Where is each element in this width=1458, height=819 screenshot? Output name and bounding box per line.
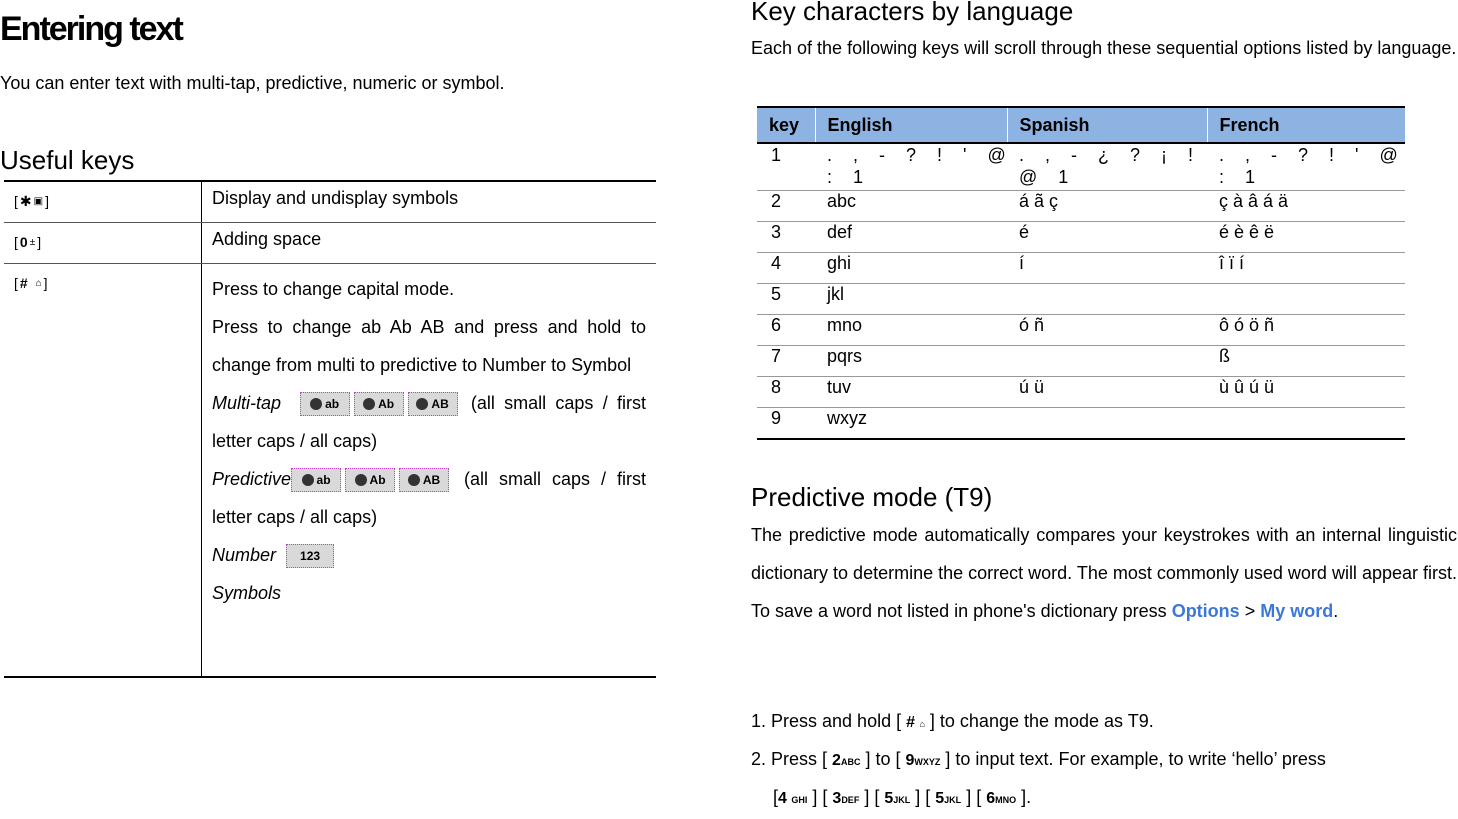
character-cell: . , - ¿ ? ¡ ! @ 1 <box>1007 143 1207 191</box>
character-cell: tuv <box>815 377 1007 408</box>
table-row <box>757 284 1405 315</box>
table-row <box>4 264 656 678</box>
table-header-row <box>757 107 1405 143</box>
multitap-upper-icon: AB <box>408 392 458 416</box>
language-table <box>757 106 1405 440</box>
key-cell <box>4 181 202 223</box>
predictive-upper-icon: AB <box>399 468 449 492</box>
key-cell: 3 <box>757 222 815 253</box>
character-cell: jkl <box>815 284 1007 315</box>
description-cell <box>202 264 657 678</box>
hash-key-icon: [ # ⌂ ] <box>14 275 48 291</box>
table-row <box>757 377 1405 408</box>
table-row <box>757 143 1405 191</box>
predictive-lower-icon: ab <box>291 468 341 492</box>
step-2: 2. Press [ 2ABC ] to [ 9WXYZ ] to input text. For example, to write ‘hello’ press <box>751 740 1457 781</box>
useful-keys-table <box>4 180 656 678</box>
predictive-title-icon: Ab <box>345 468 395 492</box>
key-5-icon: 5JKL <box>884 790 911 807</box>
predictive-line <box>212 460 646 536</box>
character-cell: ù û ú ü <box>1207 377 1405 408</box>
character-cell: ghi <box>815 253 1007 284</box>
column-header: English <box>815 107 1007 143</box>
description-cell: Adding space <box>202 223 657 264</box>
character-cell: ó ñ <box>1007 315 1207 346</box>
number-label: Number <box>212 545 277 565</box>
character-cell: def <box>815 222 1007 253</box>
key-cell <box>4 223 202 264</box>
predictive-label: Predictive <box>212 469 292 489</box>
table-row <box>757 191 1405 222</box>
table-row <box>4 223 656 264</box>
character-cell: abc <box>815 191 1007 222</box>
character-cell: . , - ? ! ' @ : 1 <box>815 143 1007 191</box>
key-cell: 9 <box>757 408 815 440</box>
character-cell: ô ó ö ñ <box>1207 315 1405 346</box>
table-row <box>4 181 656 223</box>
my-word-label: My word <box>1260 601 1334 621</box>
character-cell: î ï í <box>1207 253 1405 284</box>
character-cell: é è ê ë <box>1207 222 1405 253</box>
key-cell: 8 <box>757 377 815 408</box>
step-1: 1. Press and hold [ # ⌂ ] to change the mode as T9. <box>751 702 1457 743</box>
key-3-icon: 3DEF <box>832 790 860 807</box>
page-title: Entering text <box>0 10 182 48</box>
multitap-lower-icon: ab <box>300 392 350 416</box>
symbols-line <box>212 574 646 612</box>
table-row <box>757 408 1405 440</box>
character-cell: á ã ç <box>1007 191 1207 222</box>
table-row <box>757 315 1405 346</box>
capital-mode-text: Press to change capital mode. <box>212 279 455 299</box>
character-cell: é <box>1007 222 1207 253</box>
column-header: Spanish <box>1007 107 1207 143</box>
character-cell: ç à â á ä <box>1207 191 1405 222</box>
number-mode-icon: 123 <box>286 544 334 568</box>
character-cell: pqrs <box>815 346 1007 377</box>
character-cell: . , - ? ! ' @ : 1 <box>1207 143 1405 191</box>
zero-key-icon: [ 0 ± ] <box>14 234 42 250</box>
key-characters-title: Key characters by language <box>751 0 1074 26</box>
table-row <box>757 222 1405 253</box>
intro-text: You can enter text with multi-tap, predictive, numeric or symbol. <box>0 73 505 93</box>
character-cell <box>1207 284 1405 315</box>
description-cell: Display and undisplay symbols <box>202 181 657 223</box>
key-2-icon: 2ABC <box>832 752 861 769</box>
star-key-icon: [ ✱ ▣ ] <box>14 192 49 209</box>
key-6-icon: 6MNO <box>986 790 1017 807</box>
key-cell: 1 <box>757 143 815 191</box>
table-row <box>757 253 1405 284</box>
multitap-line <box>212 384 646 460</box>
key-cell: 5 <box>757 284 815 315</box>
character-cell <box>1007 284 1207 315</box>
language-table-body <box>757 143 1405 439</box>
number-line <box>212 536 646 574</box>
useful-keys-title: Useful keys <box>0 145 135 175</box>
key-cell: 2 <box>757 191 815 222</box>
column-header: French <box>1207 107 1405 143</box>
key-characters-intro: Each of the following keys will scroll through these sequential options listed by language. <box>751 38 1457 58</box>
key-cell: 4 <box>757 253 815 284</box>
character-cell: ú ü <box>1007 377 1207 408</box>
character-cell: wxyz <box>815 408 1007 440</box>
multitap-note: (all small caps / first letter caps / all caps) <box>212 393 646 451</box>
key-4-icon: 4 GHI <box>778 790 808 807</box>
hello-key-sequence: [4 GHI ] [ 3DEF ] [ 5JKL ] [ 5JKL ] [ 6MNO ]. <box>773 778 1458 819</box>
key-5-icon: 5JKL <box>935 790 962 807</box>
character-cell <box>1007 408 1207 440</box>
key-cell: 6 <box>757 315 815 346</box>
character-cell <box>1207 408 1405 440</box>
key-9-icon: 9WXYZ <box>905 752 941 769</box>
options-label: Options <box>1171 601 1240 621</box>
column-header: key <box>757 107 815 143</box>
character-cell: ß <box>1207 346 1405 377</box>
key-cell: 7 <box>757 346 815 377</box>
predictive-mode-title: Predictive mode (T9) <box>751 482 993 512</box>
predictive-note: (all small caps / first letter caps / all caps) <box>212 469 646 527</box>
predictive-mode-body: The predictive mode automatically compares your keystrokes with an internal linguistic dictionary to determine the correct word. The most commonly used word will appear first. To save a word not listed in phone's dictionary press Options > My word. <box>751 525 1457 621</box>
multitap-title-icon: Ab <box>354 392 404 416</box>
mode-change-text: Press to change ab Ab AB and press and hold to change from multi to predictive to Number to Symbol <box>212 317 646 375</box>
symbols-label: Symbols <box>212 583 282 603</box>
table-row <box>757 346 1405 377</box>
multitap-label: Multi-tap <box>212 393 282 413</box>
key-cell <box>4 264 202 678</box>
character-cell: mno <box>815 315 1007 346</box>
character-cell <box>1007 346 1207 377</box>
hash-key-icon: # ⌂ <box>906 714 925 731</box>
character-cell: í <box>1007 253 1207 284</box>
